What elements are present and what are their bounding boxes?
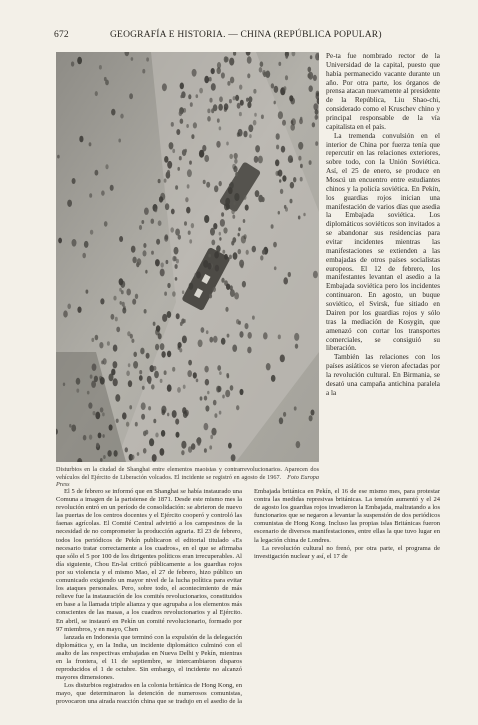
body-paragraph: La revolución cultural no frenó, por otra parte, el programa de investigación nuclear y así, el 17 de (254, 544, 440, 560)
photo-credit: Foto Europa Press (56, 473, 319, 489)
page-number: 672 (54, 30, 69, 40)
caption-text: Disturbios en la ciudad de Shanghai entre elementos maoistas y contrarrevolucionarios. Aparecen dos vehículos del Ejército de Liberación volcados. El incidente se registró en agosto de 1967. (56, 466, 319, 481)
news-photo (56, 52, 319, 462)
body-paragraph: lanzada en Indonesia que terminó con la expulsión de la delegación diplomática y, en la India, un incidente diplomático culminó con el asalto de las respectivas embajadas en Nueva Delhi y Pekín, mientras en la frontera, el 11 de septiembre, se intercambiaron disparos reproducidos el 1 de octubre. Sin embargo, el incidente no alcanzó mayores dimensiones. (56, 633, 242, 682)
aerial-crowd-photo (56, 52, 319, 462)
side-paragraph: La tremenda convulsión en el interior de China por fuerza tenía que repercutir en las relaciones exteriores, sobre todo, con la Unión Soviética. Así, el 25 de enero, se produce en Moscú un encuentro entre estudiantes chinos y la policía soviética. En Pekín, los guardias rojos inician una manifestación de varios días que asedia la Embajada soviética. Los diplomáticos soviéticos son invitados a se abandonar sus residencias para evitar incidentes mientras las manifestaciones se extienden a las embajadas de otros países socialistas europeos. El 12 de febrero, los manifestantes levantan el asedio a la Embajada soviética pero los incidentes continuaron. En agosto, un buque soviético, el Svirsk, fue sitiado en Dairen por los guardias rojos y sólo tras la mediación de Kosygin, que amenazó con cortar los transportes comerciales, se consiguió su liberación. (326, 131, 440, 353)
running-header (0, 30, 478, 48)
side-paragraph: Pe-ta fue nombrado rector de la Universidad de la capital, puesto que había permanecido vacante durante un año. Por otra parte, los órganos de prensa atacan nuevamente al presidente de la República, Liu Shao-chi, considerado como el Kruschev chino y principal responsable de la vía capitalista en el país. (326, 52, 440, 131)
side-paragraph: También las relaciones con los países asiáticos se vieron afectadas por la revolución cultural. En Birmania, se desató una campaña antichina paralela a la (326, 353, 440, 397)
photo-caption (56, 466, 319, 489)
body-paragraph: Los disturbios registrados en la colonia británica de Hong Kong, en mayo, que determinaron la detención de numerosos comunistas, provocaron una airada reacción china que se tradujo en el asedio de la Embajada británica en Pekín, el 16 de ese mismo mes, para protestar contra las medidas represivas británicas. La tensión aumentó y el 24 de agosto los guardias rojos invadieron la Embajada, maltratando a los funcionarios que se negaron a levantar la suspensión de dos periódicos comunistas de Hong Kong. Incluso las propias islas Británicas fueron escenario de diversos manifestaciones, entre ellas la que tuvo lugar en la legación china de Londres. (56, 488, 440, 706)
bottom-columns (56, 488, 440, 708)
body-paragraph: El 5 de febrero se informó que en Shanghai se había instaurado una Comuna a imagen de la parisiense de 1871. Desde este mismo mes la revolución entró en un período de consolidación: se abrieron de nuevo las puertas de los centros docentes y el Ejército cooperó y controló las faenas agrícolas. El Comité Central advirtió a los campesinos de la necesidad de no comprometer la producción agraria. El 23 de febrero, todos los periódicos de Pekín publicaron el editorial titulado «Es necesario tratar correctamente a los cuadros», en el que se afirmaba que sólo el 5 por 100 de los dirigentes políticos eran irrecuperables. Al día siguiente, Chou En-lai criticó públicamente a los guardias rojos por su violencia y el mismo Mao, el 27 de febrero, hizo público un comunicado exigiendo un mayor nivel de la lucha política para evitar los ataques personales. Pero, sobre todo, el acontecimiento de más relieve fue la instauración de los comités revolucionarios, constituidos en base a la llamada triple alianza y que agrupaba a los elementos más conscientes de las masas, a los cuadros revolucionarios y al Ejército. En abril, se instauró en Pekín un comité revolucionario, formado por 97 miembros, y en mayo, Chen (56, 488, 242, 633)
running-title: GEOGRAFÍA E HISTORIA. — CHINA (REPÚBLICA POPULAR) (110, 30, 382, 40)
side-column (326, 52, 440, 398)
